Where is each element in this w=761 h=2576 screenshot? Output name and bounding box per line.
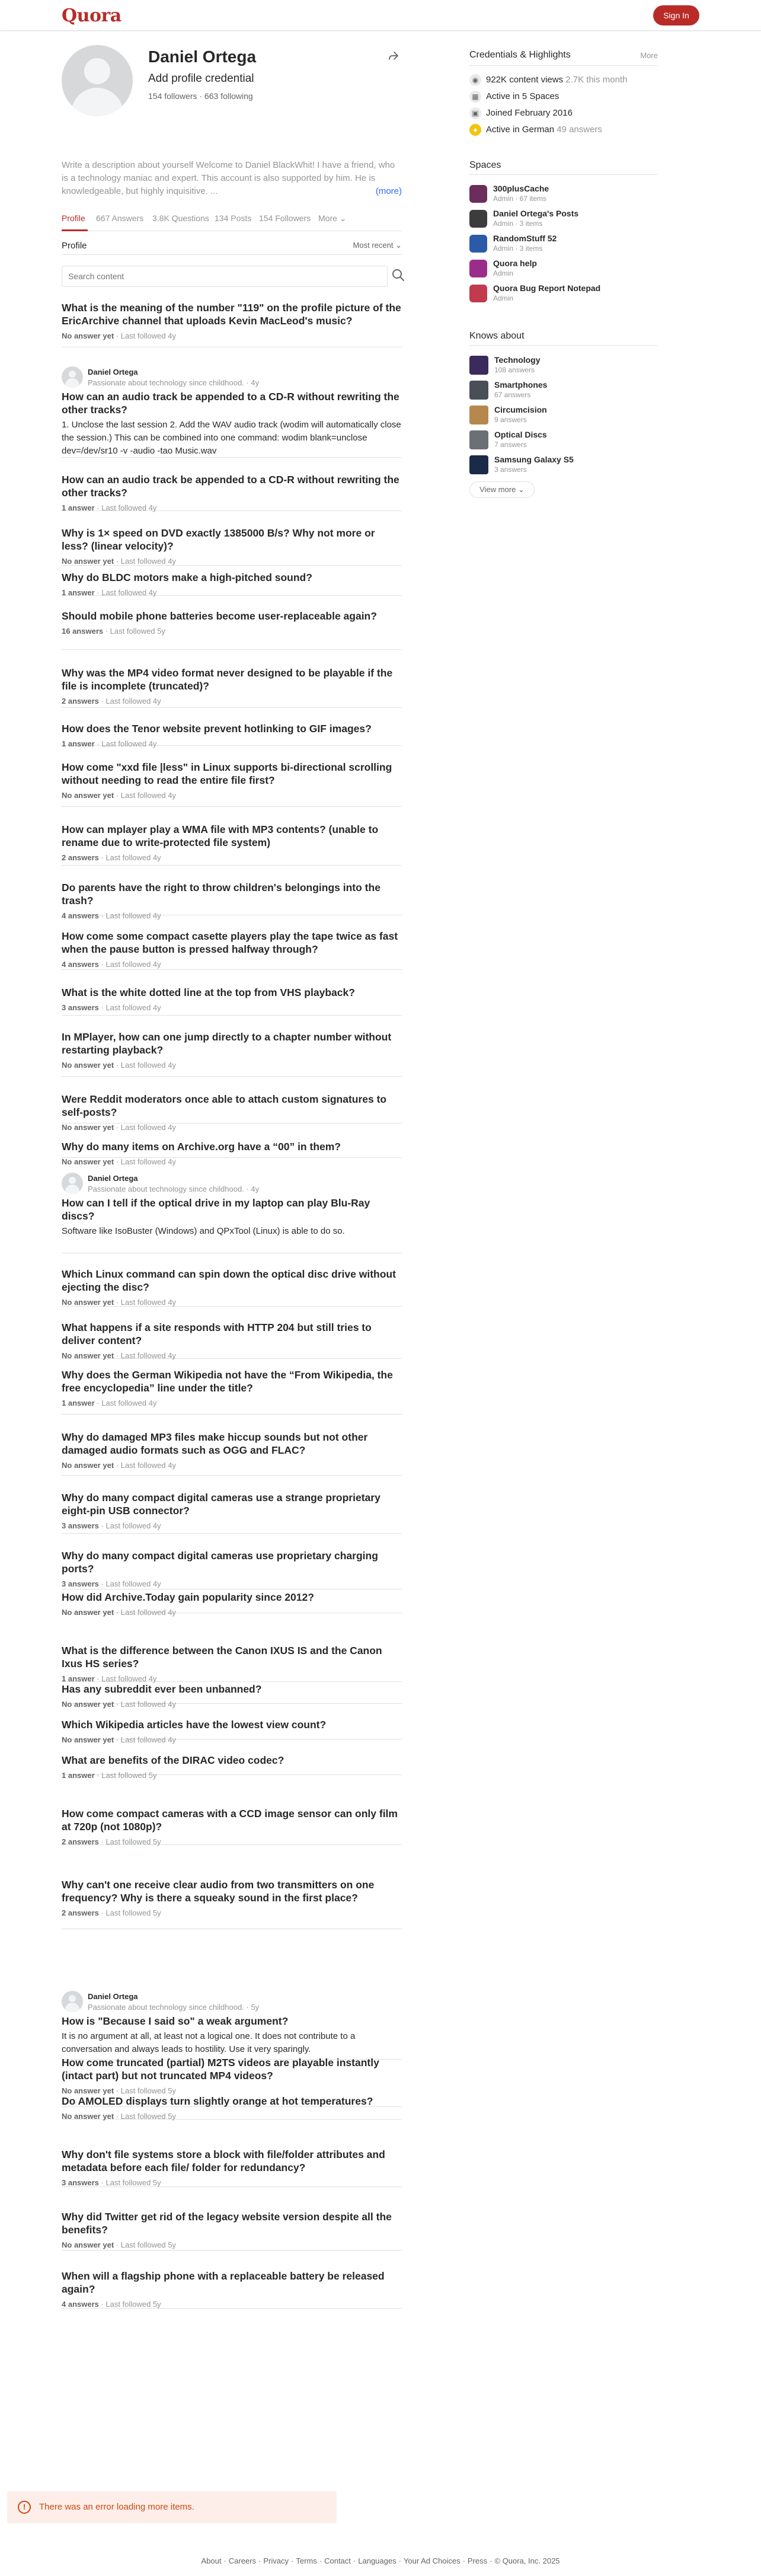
question-item bbox=[62, 1483, 402, 1534]
question-title[interactable]: Why do many compact digital cameras use proprietary charging ports? bbox=[62, 1550, 378, 1575]
question-item bbox=[62, 815, 402, 866]
question-item bbox=[62, 465, 402, 511]
footer-separator: · bbox=[319, 2556, 322, 2565]
question-meta bbox=[62, 1461, 402, 1470]
question-title[interactable]: How did Archive.Today gain popularity since 2012? bbox=[62, 1591, 314, 1603]
question-title[interactable]: Why did Twitter get rid of the legacy website version despite all the benefits? bbox=[62, 2211, 392, 2236]
answer-author bbox=[62, 1173, 402, 1196]
credentials-more-link[interactable]: More bbox=[640, 51, 658, 60]
avatar[interactable] bbox=[62, 1991, 83, 2012]
highlight-detail: 49 answers bbox=[557, 125, 602, 135]
answer-text: Software like IsoBuster (Windows) and QPxTool (Linux) is able to do so. bbox=[62, 1226, 345, 1236]
tab-posts[interactable]: 134 Posts bbox=[215, 213, 252, 223]
search-content-input[interactable] bbox=[62, 266, 388, 287]
topic-thumbnail bbox=[469, 381, 488, 400]
tab-answers[interactable]: 667 Answers bbox=[96, 213, 144, 223]
space-role: Admin bbox=[493, 294, 514, 302]
highlight-detail: 2.7K this month bbox=[565, 75, 628, 85]
author-name[interactable]: Daniel Ortega bbox=[88, 368, 138, 376]
last-followed: · Last followed 4y bbox=[114, 1461, 176, 1470]
error-icon: ! bbox=[18, 2501, 31, 2514]
highlight-text: 922K content views 2.7K this month bbox=[486, 75, 628, 85]
follow-counts[interactable]: 154 followers · 663 following bbox=[148, 91, 253, 101]
footer-link: © Quora, Inc. 2025 bbox=[494, 2556, 560, 2565]
footer-separator: · bbox=[462, 2556, 465, 2565]
answer-count[interactable]: 16 answers bbox=[62, 627, 104, 636]
description-text: Write a description about yourself Welcome to Daniel BlackWhit! I have a friend, who is a technology maniac and expert. This account is also supported by him. He is knowledgeable, but highly inquisitive. ... bbox=[62, 160, 395, 196]
answer-count[interactable]: 4 answers bbox=[62, 960, 99, 969]
last-followed: · Last followed 5y bbox=[98, 2300, 161, 2309]
question-meta bbox=[62, 1608, 402, 1617]
question-meta bbox=[62, 739, 402, 748]
answer-count[interactable]: 3 answers bbox=[62, 1003, 99, 1012]
last-followed: · Last followed 4y bbox=[94, 739, 157, 748]
footer-link[interactable]: About bbox=[201, 2556, 222, 2565]
section-title: Profile bbox=[62, 241, 87, 251]
description-more-link[interactable]: (more) bbox=[375, 186, 402, 196]
footer bbox=[0, 2556, 761, 2565]
answer-count[interactable]: No answer yet bbox=[62, 1351, 114, 1360]
last-followed: · Last followed 4y bbox=[114, 1123, 176, 1132]
answer-count[interactable]: 3 answers bbox=[62, 1521, 99, 1530]
question-title[interactable]: How can I tell if the optical drive in my laptop can play Blu-Ray discs? bbox=[62, 1197, 370, 1222]
question-title[interactable]: How is "Because I said so" a weak argument? bbox=[62, 2015, 289, 2027]
question-title[interactable]: Which Wikipedia articles have the lowest view count? bbox=[62, 1719, 327, 1731]
footer-link[interactable]: Privacy bbox=[263, 2556, 289, 2565]
footer-link[interactable]: Contact bbox=[324, 2556, 351, 2565]
eye-icon: ◉ bbox=[469, 74, 481, 86]
answer-count[interactable]: 3 answers bbox=[62, 2178, 99, 2187]
space-role: Admin · 3 items bbox=[493, 244, 543, 253]
question-meta bbox=[62, 1399, 402, 1407]
answer-count[interactable]: 2 answers bbox=[62, 853, 99, 862]
topic-name[interactable]: Samsung Galaxy S5 bbox=[494, 455, 574, 464]
footer-separator: · bbox=[490, 2556, 493, 2565]
space-item[interactable] bbox=[469, 209, 658, 232]
space-role: Admin bbox=[493, 269, 514, 277]
last-followed: · Last followed 4y bbox=[98, 1521, 161, 1530]
author-name[interactable]: Daniel Ortega bbox=[88, 1174, 138, 1183]
question-title[interactable]: How can mplayer play a WMA file with MP3 contents? (unable to rename due to write-protected file system) bbox=[62, 823, 379, 848]
avatar[interactable] bbox=[62, 1173, 83, 1194]
question-title[interactable]: Do AMOLED displays turn slightly orange at hot temperatures? bbox=[62, 2095, 373, 2107]
footer-link[interactable]: Careers bbox=[228, 2556, 257, 2565]
topic-thumbnail bbox=[469, 356, 488, 375]
topic-name[interactable]: Technology bbox=[494, 355, 541, 365]
answer-count[interactable]: No answer yet bbox=[62, 791, 114, 800]
last-followed: · Last followed 4y bbox=[114, 1735, 176, 1744]
question-item bbox=[62, 2202, 402, 2251]
question-title[interactable]: How come "xxd file |less" in Linux supports bi-directional scrolling without needing to read the entire file first? bbox=[62, 761, 392, 786]
divider bbox=[469, 174, 658, 175]
topic-thumbnail bbox=[469, 455, 488, 474]
topic-item[interactable] bbox=[469, 355, 658, 378]
question-item bbox=[62, 1084, 402, 1132]
answer-count[interactable]: 1 answer bbox=[62, 1674, 95, 1683]
spaces-icon: ▦ bbox=[469, 91, 481, 103]
question-title[interactable]: Do parents have the right to throw children's belongings into the trash? bbox=[62, 882, 380, 906]
question-meta bbox=[62, 1837, 402, 1846]
question-meta bbox=[62, 2240, 402, 2249]
space-item[interactable] bbox=[469, 184, 658, 208]
highlight-row bbox=[469, 89, 658, 104]
footer-link[interactable]: Press bbox=[467, 2556, 488, 2565]
highlight-text: Active in 5 Spaces bbox=[486, 91, 559, 101]
active-tab-indicator bbox=[62, 229, 88, 231]
space-thumbnail bbox=[469, 260, 487, 277]
question-title[interactable]: Why do damaged MP3 files make hiccup sounds but not other damaged audio formats such as OGG and FLAC? bbox=[62, 1431, 368, 1456]
space-thumbnail bbox=[469, 235, 487, 253]
answer-item bbox=[62, 358, 402, 458]
answer-count[interactable]: 3 answers bbox=[62, 1579, 99, 1588]
question-item bbox=[62, 1710, 402, 1744]
question-item bbox=[62, 1870, 402, 1929]
question-meta bbox=[62, 588, 402, 597]
answer-author bbox=[62, 1991, 402, 2015]
question-meta bbox=[62, 1908, 402, 1917]
question-title[interactable]: Why do many items on Archive.org have a “00” in them? bbox=[62, 1141, 341, 1153]
chevron-down-icon: ⌄ bbox=[517, 485, 525, 494]
question-title[interactable]: How come compact cameras with a CCD image sensor can only film at 720p (not 1080p)? bbox=[62, 1808, 398, 1833]
question-meta bbox=[62, 911, 402, 920]
last-followed: · Last followed 5y bbox=[98, 2178, 161, 2187]
question-title[interactable]: How come truncated (partial) M2TS videos are playable instantly (intact part) but not truncated MP4 videos? bbox=[62, 2057, 379, 2082]
answer-count[interactable]: 1 answer bbox=[62, 588, 95, 597]
answer-count[interactable]: 2 answers bbox=[62, 697, 99, 706]
space-thumbnail bbox=[469, 210, 487, 228]
last-followed: · Last followed 5y bbox=[114, 2086, 176, 2095]
question-meta bbox=[62, 1123, 402, 1132]
question-title[interactable]: What is the white dotted line at the top from VHS playback? bbox=[62, 987, 355, 998]
question-title[interactable]: In MPlayer, how can one jump directly to a chapter number without restarting playback? bbox=[62, 1031, 392, 1056]
topic-name[interactable]: Optical Discs bbox=[494, 430, 547, 439]
question-title[interactable]: How can an audio track be appended to a CD-R without rewriting the other tracks? bbox=[62, 391, 399, 416]
question-meta bbox=[62, 853, 402, 862]
author-tagline: Passionate about technology since childhood. · 4y bbox=[88, 1185, 260, 1193]
question-meta bbox=[62, 791, 402, 800]
question-item bbox=[62, 2086, 402, 2119]
question-title[interactable]: What happens if a site responds with HTTP 204 but still tries to deliver content? bbox=[62, 1321, 372, 1346]
question-title[interactable]: What is the difference between the Canon IXUS IS and the Canon Ixus HS series? bbox=[62, 1645, 382, 1670]
last-followed: · Last followed 5y bbox=[98, 1908, 161, 1917]
last-followed: · Last followed 4y bbox=[98, 911, 161, 920]
credentials-title: Credentials & Highlights bbox=[469, 50, 571, 60]
space-thumbnail bbox=[469, 185, 487, 203]
tab-followers[interactable]: 154 Followers bbox=[259, 213, 311, 223]
add-credential-link[interactable]: Add profile credential bbox=[148, 72, 254, 85]
section-header bbox=[62, 237, 402, 255]
answer-count[interactable]: 4 answers bbox=[62, 2300, 99, 2309]
question-title[interactable]: Why do BLDC motors make a high-pitched sound? bbox=[62, 572, 312, 583]
question-item bbox=[62, 2261, 402, 2309]
last-followed: · Last followed 4y bbox=[114, 1351, 176, 1360]
question-item bbox=[62, 1745, 402, 1780]
question-item bbox=[62, 1259, 402, 1307]
highlight-row bbox=[469, 72, 658, 88]
question-meta bbox=[62, 503, 402, 512]
footer-separator: · bbox=[398, 2556, 401, 2565]
topic-item[interactable] bbox=[469, 379, 658, 403]
answer-count[interactable]: 2 answers bbox=[62, 1837, 99, 1846]
last-followed: · Last followed 4y bbox=[98, 697, 161, 706]
question-title[interactable]: Why don't file systems store a block with file/folder attributes and metadata before each file/ folder for redundancy? bbox=[62, 2149, 385, 2173]
avatar bbox=[62, 45, 133, 116]
question-title[interactable]: Why does the German Wikipedia not have the “From Wikipedia, the free encyclopedia” line under the title? bbox=[62, 1369, 393, 1394]
author-tagline: Passionate about technology since childhood. · 4y bbox=[88, 378, 260, 387]
search-icon[interactable] bbox=[391, 268, 405, 282]
last-followed: · Last followed 5y bbox=[103, 627, 165, 636]
question-meta bbox=[62, 960, 402, 969]
answer-text: It is no argument at all, at least not a logical one. It does not contribute to a conversation and always leads to hostility. Use it very sparingly. bbox=[62, 2031, 356, 2054]
answer-count[interactable]: No answer yet bbox=[62, 1298, 114, 1307]
question-title[interactable]: How does the Tenor website prevent hotlinking to GIF images? bbox=[62, 723, 372, 735]
answer-count[interactable]: No answer yet bbox=[62, 2240, 114, 2249]
topic-answer-count: 7 answers bbox=[494, 440, 527, 449]
space-item[interactable] bbox=[469, 234, 658, 257]
footer-link[interactable]: Languages bbox=[358, 2556, 397, 2565]
highlight-row bbox=[469, 122, 658, 138]
tab-profile[interactable]: Profile bbox=[62, 213, 85, 223]
answer-text: 1. Unclose the last session 2. Add the WAV audio track (wodim will automatically close the session.) This can be combined into one command: wodim blank=unclose dev=/dev/sr10 -v -audio -tao Music.wav bbox=[62, 420, 401, 456]
question-meta bbox=[62, 1771, 402, 1780]
question-item bbox=[62, 1422, 402, 1476]
question-item bbox=[62, 1674, 402, 1709]
last-followed: · Last followed 4y bbox=[98, 853, 161, 862]
calendar-icon: ▣ bbox=[469, 107, 481, 119]
last-followed: · Last followed 4y bbox=[94, 503, 157, 512]
topic-answer-count: 108 answers bbox=[494, 366, 535, 374]
last-followed: · Last followed 4y bbox=[114, 791, 176, 800]
last-followed: · Last followed 4y bbox=[94, 1674, 157, 1683]
question-meta bbox=[62, 2178, 402, 2187]
space-item[interactable] bbox=[469, 283, 658, 307]
divider bbox=[469, 65, 658, 66]
tab-more[interactable]: More ⌄ bbox=[318, 213, 347, 223]
question-item bbox=[62, 1313, 402, 1359]
question-meta bbox=[62, 331, 402, 340]
question-item bbox=[62, 714, 402, 746]
answer-count[interactable]: 4 answers bbox=[62, 911, 99, 920]
answer-count[interactable]: No answer yet bbox=[62, 1735, 114, 1744]
sign-in-button[interactable]: Sign In bbox=[653, 5, 699, 25]
topic-item[interactable] bbox=[469, 404, 658, 428]
question-meta bbox=[62, 1351, 402, 1360]
topic-item[interactable] bbox=[469, 429, 658, 453]
space-name[interactable]: 300plusCache bbox=[493, 184, 549, 193]
footer-separator: · bbox=[291, 2556, 294, 2565]
language-icon: ● bbox=[469, 124, 481, 136]
question-item bbox=[62, 563, 402, 596]
question-meta bbox=[62, 627, 402, 636]
last-followed: · Last followed 4y bbox=[114, 331, 176, 340]
last-followed: · Last followed 5y bbox=[98, 1837, 161, 1846]
author-tagline: Passionate about technology since childhood. · 5y bbox=[88, 2003, 260, 2012]
question-item bbox=[62, 2140, 402, 2187]
footer-separator: · bbox=[223, 2556, 226, 2565]
answer-count[interactable]: No answer yet bbox=[62, 1700, 114, 1709]
question-meta bbox=[62, 1700, 402, 1709]
last-followed: · Last followed 4y bbox=[94, 1399, 157, 1407]
last-followed: · Last followed 4y bbox=[98, 960, 161, 969]
question-title[interactable]: Has any subreddit ever been unbanned? bbox=[62, 1683, 262, 1695]
last-followed: · Last followed 4y bbox=[114, 557, 176, 566]
question-meta bbox=[62, 1735, 402, 1744]
space-name[interactable]: Quora help bbox=[493, 258, 537, 268]
question-title[interactable]: Why is 1× speed on DVD exactly 1385000 B/s? Why not more or less? (linear velocity)? bbox=[62, 527, 375, 552]
question-meta bbox=[62, 2300, 402, 2309]
answer-count[interactable]: No answer yet bbox=[62, 1157, 114, 1166]
question-title[interactable]: What are benefits of the DIRAC video codec? bbox=[62, 1754, 284, 1766]
quora-logo[interactable]: Quora bbox=[62, 5, 121, 26]
author-name[interactable]: Daniel Ortega bbox=[88, 1992, 138, 2001]
chevron-down-icon: ⌄ bbox=[339, 213, 347, 223]
answer-count[interactable]: No answer yet bbox=[62, 1123, 114, 1132]
topic-item[interactable] bbox=[469, 454, 658, 478]
highlight-text: Joined February 2016 bbox=[486, 108, 573, 118]
question-item bbox=[62, 921, 402, 970]
answer-count[interactable]: No answer yet bbox=[62, 2112, 114, 2121]
answer-count[interactable]: No answer yet bbox=[62, 1461, 114, 1470]
topic-answer-count: 67 answers bbox=[494, 391, 531, 399]
question-item bbox=[62, 658, 402, 708]
answer-count[interactable]: 1 answer bbox=[62, 1399, 95, 1407]
space-name[interactable]: RandomStuff 52 bbox=[493, 234, 557, 243]
main-column bbox=[62, 36, 402, 2309]
question-title[interactable]: How can an audio track be appended to a CD-R without rewriting the other tracks? bbox=[62, 474, 399, 499]
knows-about-title: Knows about bbox=[469, 331, 525, 341]
last-followed: · Last followed 4y bbox=[114, 1608, 176, 1617]
footer-separator: · bbox=[258, 2556, 261, 2565]
space-role: Admin · 3 items bbox=[493, 219, 543, 228]
question-item bbox=[62, 978, 402, 1016]
answer-count[interactable]: No answer yet bbox=[62, 1061, 114, 1070]
question-title[interactable]: Which Linux command can spin down the optical disc drive without ejecting the disc? bbox=[62, 1268, 396, 1293]
avatar[interactable] bbox=[62, 366, 83, 388]
answer-count[interactable]: No answer yet bbox=[62, 1608, 114, 1617]
question-title[interactable]: How come some compact casette players play the tape twice as fast when the pause button is pressed halfway through? bbox=[62, 930, 398, 955]
answer-count[interactable]: 1 answer bbox=[62, 739, 95, 748]
space-role: Admin · 67 items bbox=[493, 194, 547, 203]
question-meta bbox=[62, 1298, 402, 1307]
topic-answer-count: 3 answers bbox=[494, 465, 527, 474]
divider bbox=[469, 345, 658, 346]
footer-link[interactable]: Your Ad Choices bbox=[403, 2556, 461, 2565]
question-title[interactable]: What is the meaning of the number "119" on the profile picture of the EricArchive channel that uploads Kevin MacLeod's music? bbox=[62, 302, 401, 327]
last-followed: · Last followed 4y bbox=[114, 1298, 176, 1307]
spaces-title: Spaces bbox=[469, 160, 501, 170]
profile-header bbox=[62, 36, 402, 119]
chevron-down-icon: ⌄ bbox=[395, 241, 402, 250]
question-title[interactable]: When will a flagship phone with a replaceable battery be released again? bbox=[62, 2270, 385, 2295]
space-name[interactable]: Quora Bug Report Notepad bbox=[493, 283, 601, 293]
answer-count[interactable]: No answer yet bbox=[62, 557, 114, 566]
question-meta bbox=[62, 697, 402, 706]
topic-answer-count: 9 answers bbox=[494, 416, 527, 424]
question-item bbox=[62, 873, 402, 920]
error-banner bbox=[7, 2491, 337, 2523]
last-followed: · Last followed 5y bbox=[114, 2112, 176, 2121]
answer-item bbox=[62, 1164, 402, 1253]
last-followed: · Last followed 4y bbox=[94, 588, 157, 597]
question-meta bbox=[62, 1003, 402, 1012]
topic-thumbnail bbox=[469, 406, 488, 424]
question-item bbox=[62, 1360, 402, 1415]
profile-description bbox=[62, 159, 402, 198]
answer-count[interactable]: No answer yet bbox=[62, 331, 114, 340]
sort-dropdown[interactable]: Most recent ⌄ bbox=[353, 241, 402, 250]
error-message: There was an error loading more items. bbox=[39, 2502, 194, 2512]
footer-separator: · bbox=[353, 2556, 356, 2565]
question-item bbox=[62, 752, 402, 807]
question-item bbox=[62, 518, 402, 566]
question-title[interactable]: Why do many compact digital cameras use a strange proprietary eight-pin USB connector? bbox=[62, 1492, 380, 1517]
space-thumbnail bbox=[469, 285, 487, 302]
question-item bbox=[62, 1799, 402, 1845]
space-item[interactable] bbox=[469, 258, 658, 282]
last-followed: · Last followed 4y bbox=[114, 1157, 176, 1166]
topic-thumbnail bbox=[469, 430, 488, 449]
question-title[interactable]: Why can't one receive clear audio from two transmitters on one frequency? Why is there a squeaky sound in the first place? bbox=[62, 1879, 375, 1904]
answer-count[interactable]: 1 answer bbox=[62, 503, 95, 512]
question-item bbox=[62, 601, 402, 650]
last-followed: · Last followed 4y bbox=[114, 1700, 176, 1709]
answer-count[interactable]: 2 answers bbox=[62, 1908, 99, 1917]
top-bar bbox=[0, 0, 761, 31]
last-followed: · Last followed 5y bbox=[114, 2240, 176, 2249]
question-title[interactable]: Were Reddit moderators once able to attach custom signatures to self-posts? bbox=[62, 1093, 387, 1118]
highlight-row bbox=[469, 106, 658, 121]
question-meta bbox=[62, 1061, 402, 1070]
question-title[interactable]: Should mobile phone batteries become user-replaceable again? bbox=[62, 610, 377, 622]
topic-name[interactable]: Smartphones bbox=[494, 380, 548, 390]
question-title[interactable]: Why was the MP4 video format never designed to be playable if the file is incomplete (truncated)? bbox=[62, 667, 393, 692]
last-followed: · Last followed 4y bbox=[98, 1003, 161, 1012]
share-icon[interactable] bbox=[385, 50, 402, 66]
view-more-button[interactable]: View more ⌄ bbox=[469, 481, 535, 498]
topic-name[interactable]: Circumcision bbox=[494, 405, 547, 414]
answer-count[interactable]: No answer yet bbox=[62, 2086, 114, 2095]
last-followed: · Last followed 4y bbox=[98, 1579, 161, 1588]
last-followed: · Last followed 5y bbox=[94, 1771, 157, 1780]
question-item bbox=[62, 293, 402, 347]
tab-questions[interactable]: 3.8K Questions bbox=[152, 213, 209, 223]
question-meta bbox=[62, 2112, 402, 2121]
footer-link[interactable]: Terms bbox=[296, 2556, 317, 2565]
profile-name: Daniel Ortega bbox=[148, 47, 257, 66]
answer-count[interactable]: 1 answer bbox=[62, 1771, 95, 1780]
question-item bbox=[62, 1022, 402, 1077]
question-item bbox=[62, 1582, 402, 1617]
last-followed: · Last followed 4y bbox=[114, 1061, 176, 1070]
highlight-text: Active in German 49 answers bbox=[486, 125, 602, 135]
profile-tabs bbox=[62, 208, 402, 231]
question-item bbox=[62, 1132, 402, 1166]
answer-author bbox=[62, 366, 402, 390]
question-meta bbox=[62, 1521, 402, 1530]
space-name[interactable]: Daniel Ortega's Posts bbox=[493, 209, 579, 218]
